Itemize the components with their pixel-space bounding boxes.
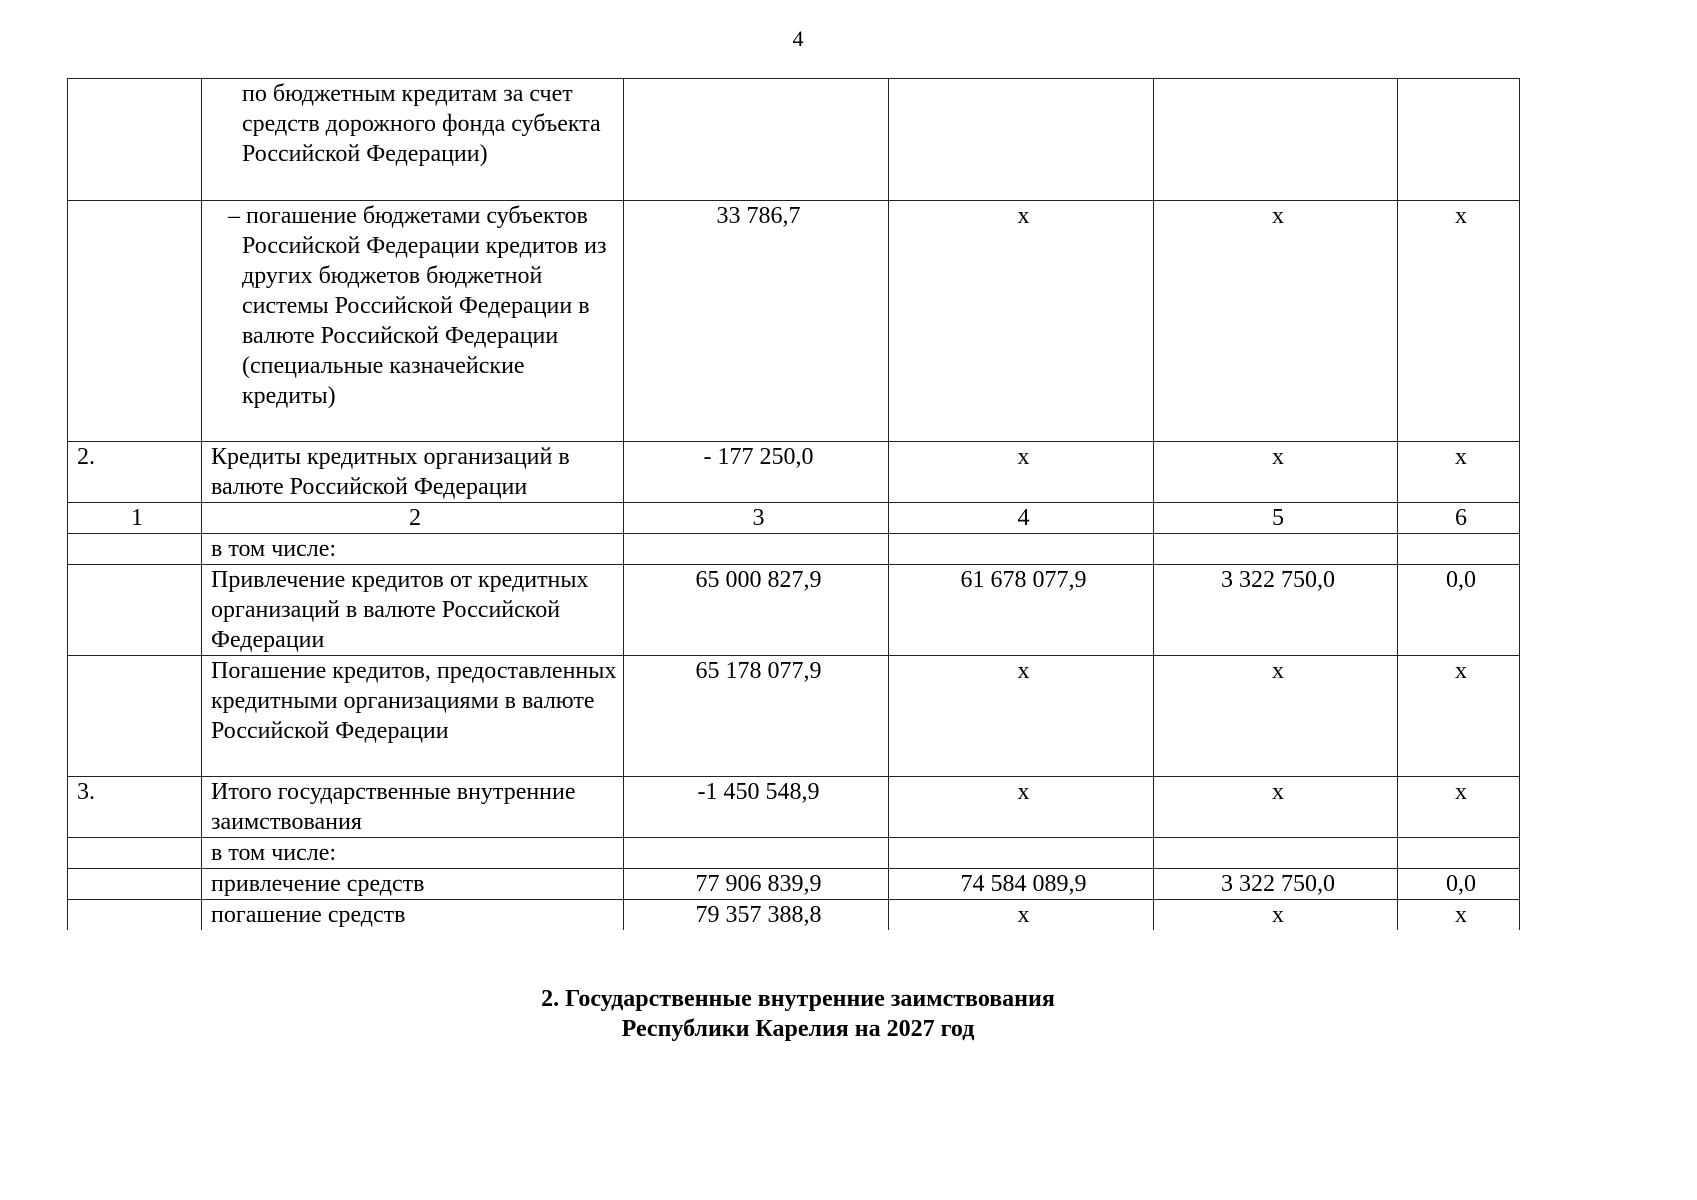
row-number-cell: 2. (68, 442, 202, 503)
row-name-cell: Кредиты кредитных организаций в валюте Российской Федерации (202, 442, 624, 503)
section-title-line-1: 2. Государственные внутренние заимствования (541, 986, 1055, 1012)
borrowings-table (67, 78, 1520, 930)
row-name-cell: в том числе: (202, 534, 624, 565)
value-cell-5: х (1154, 656, 1398, 777)
value-cell-4: 61 678 077,9 (889, 565, 1154, 656)
column-number-3: 3 (624, 503, 889, 534)
section-title (0, 984, 1596, 1044)
value-cell-5: х (1154, 201, 1398, 442)
value-cell-4: х (889, 777, 1154, 838)
value-cell-5: х (1154, 777, 1398, 838)
value-cell-4: х (889, 900, 1154, 931)
value-cell-4 (889, 534, 1154, 565)
column-number-2: 2 (202, 503, 624, 534)
table-row (68, 838, 1520, 869)
value-cell-3 (624, 838, 889, 869)
row-name-cell: в том числе: (202, 838, 624, 869)
row-number-cell (68, 838, 202, 869)
value-cell-3: 33 786,7 (624, 201, 889, 442)
value-cell-6: 0,0 (1398, 869, 1520, 900)
value-cell-6: 0,0 (1398, 565, 1520, 656)
value-cell-3 (624, 79, 889, 201)
value-cell-3 (624, 534, 889, 565)
value-cell-6 (1398, 534, 1520, 565)
value-cell-6 (1398, 79, 1520, 201)
row-name-cell (202, 201, 624, 442)
column-number-1: 1 (68, 503, 202, 534)
column-number-5: 5 (1154, 503, 1398, 534)
row-name-cell: Погашение кредитов, предоставленных кредитными организациями в валюте Российской Федерации (202, 656, 624, 777)
page-number: 4 (792, 26, 804, 51)
row-number-cell (68, 869, 202, 900)
value-cell-4: х (889, 201, 1154, 442)
column-number-4: 4 (889, 503, 1154, 534)
value-cell-3: 77 906 839,9 (624, 869, 889, 900)
value-cell-4: х (889, 442, 1154, 503)
value-cell-6: х (1398, 442, 1520, 503)
value-cell-3: -1 450 548,9 (624, 777, 889, 838)
row-name-cell: Итого государственные внутренние заимствования (202, 777, 624, 838)
value-cell-5: х (1154, 442, 1398, 503)
value-cell-3: 65 178 077,9 (624, 656, 889, 777)
table-row (68, 900, 1520, 931)
row-name-cell: привлечение средств (202, 869, 624, 900)
value-cell-5 (1154, 534, 1398, 565)
row-number-cell: 3. (68, 777, 202, 838)
row-number-cell (68, 79, 202, 201)
table-row (68, 79, 1520, 201)
row-name-first-line: – погашение бюджетами субъектов (228, 203, 588, 229)
table-row (68, 656, 1520, 777)
value-cell-5: 3 322 750,0 (1154, 565, 1398, 656)
row-number-cell (68, 900, 202, 931)
table-row (68, 565, 1520, 656)
value-cell-3: 65 000 827,9 (624, 565, 889, 656)
row-number-cell (68, 565, 202, 656)
value-cell-3: 79 357 388,8 (624, 900, 889, 931)
table-row (68, 534, 1520, 565)
row-name-cell: Привлечение кредитов от кредитных организаций в валюте Российской Федерации (202, 565, 624, 656)
column-number-row (68, 503, 1520, 534)
value-cell-3: - 177 250,0 (624, 442, 889, 503)
value-cell-5: 3 322 750,0 (1154, 869, 1398, 900)
table-row (68, 201, 1520, 442)
row-name-cell: по бюджетным кредитам за счет средств дорожного фонда субъекта Российской Федерации) (202, 79, 624, 201)
value-cell-4: х (889, 656, 1154, 777)
table-row (68, 777, 1520, 838)
value-cell-5: х (1154, 900, 1398, 931)
value-cell-6: х (1398, 656, 1520, 777)
value-cell-6: х (1398, 201, 1520, 442)
value-cell-6: х (1398, 777, 1520, 838)
table-row (68, 869, 1520, 900)
value-cell-6: х (1398, 900, 1520, 931)
value-cell-5 (1154, 838, 1398, 869)
column-number-6: 6 (1398, 503, 1520, 534)
row-name-cell: погашение средств (202, 900, 624, 931)
value-cell-5 (1154, 79, 1398, 201)
value-cell-6 (1398, 838, 1520, 869)
section-title-line-2: Республики Карелия на 2027 год (621, 1016, 975, 1042)
row-number-cell (68, 534, 202, 565)
value-cell-4: 74 584 089,9 (889, 869, 1154, 900)
table-row (68, 442, 1520, 503)
value-cell-4 (889, 79, 1154, 201)
row-number-cell (68, 656, 202, 777)
value-cell-4 (889, 838, 1154, 869)
row-number-cell (68, 201, 202, 442)
row-name-continuation: Российской Федерации кредитов из других бюджетов бюджетной системы Российской Федерации в валюте Российской Федерации (специальные казначейские кредиты) (242, 233, 607, 409)
